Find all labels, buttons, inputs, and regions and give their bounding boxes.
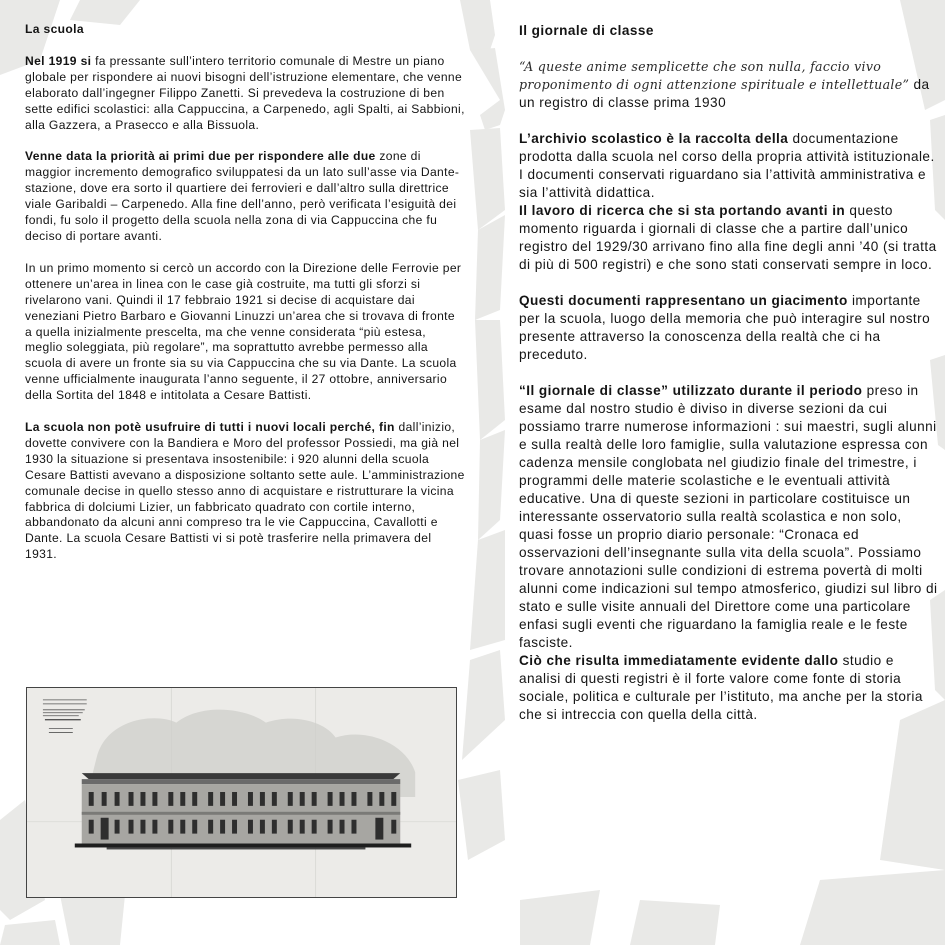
bg-shape: [475, 215, 505, 320]
bg-shape: [462, 650, 505, 760]
paragraph-lead: La scuola non potè usufruire di tutti i nuovi locali perché, fin: [25, 420, 395, 435]
bg-shape: [800, 870, 945, 945]
facade-illustration: [27, 688, 456, 897]
paragraph-lead: L’archivio scolastico è la raccolta della: [519, 131, 789, 146]
bg-shape: [470, 48, 505, 130]
epigraph: [519, 58, 939, 112]
paragraph-text: fa pressante sull’intero territorio comunale di Mestre un piano globale per rispondere ai nuovi bisogni dell’istruzione elementare, che venne elaborato dall’ingegner Filippo Zanetti. Si prevedeva la costruzione di ben sette edifici scolastici: alla Cappuccina, a Carpenedo, agli Spalti, ai Sabbioni, alla Gazzera, a Prasecco e alla Bissuola.: [25, 53, 465, 132]
paragraph-lead: “Il giornale di classe” utilizzato durante il periodo: [519, 383, 863, 398]
paragraph: [25, 54, 465, 134]
entrance-door-left: [101, 818, 109, 840]
entrance-door-right: [375, 818, 383, 840]
paragraph: [519, 292, 939, 364]
paragraph: [25, 149, 465, 244]
paragraph: [519, 652, 939, 724]
ground-line: [75, 844, 411, 848]
left-column: [25, 22, 465, 579]
bg-shape: [60, 895, 125, 945]
paragraph: [519, 382, 939, 652]
bg-shape: [630, 900, 720, 945]
paragraph-lead: Il lavoro di ricerca che si sta portando avanti in: [519, 203, 846, 218]
bg-shape: [470, 128, 505, 230]
section-title-giornale-di-classe: Il giornale di classe: [519, 23, 654, 38]
bg-shape: [475, 320, 505, 440]
paragraph-text: dall’inizio, dovette convivere con la Bandiera e Moro del professor Possiedi, ma già nel 1930 la situazione si presentava insostenibile: i 920 alunni della scuola Cesare Battisti avevano a disposizione soltanto sette aule. L’amministrazione comunale decise in quello stesso anno di acquistare e ristrutturare la vicina fabbrica di dolciumi Lizier, un fabbricato quadrato con cortile interno, abbandonato da alcuni anni compreso tra le vie Cappuccina, Cavallotti e Dante. La scuola Cesare Battisti vi si potè trasferire nella primavera del 1931.: [25, 420, 465, 562]
bg-shape: [478, 430, 505, 540]
bg-shape: [880, 700, 945, 870]
paragraph-text: In un primo momento si cercò un accordo con la Direzione delle Ferrovie per ottenere un’area in linea con le case già costruite, ma tutti gli sforzi si rivelarono vani. Quindi il 17 febbraio 1921 si decise di acquistare dai veneziani Pietro Barbaro e Giovanni Linuzzi un’area che si trovava di fronte a quella inizialmente prescelta, ma che venne considerata “più estesa, meglio soleggiata, più regolare”, ma soprattutto avrebbe permesso alla scuola di avere un fronte sia su via Cappuccina che su via Dante. La scuola venne ufficialmente inaugurata l’anno seguente, il 27 ottobre, anniversario della Sortita del 1848 e intitolata a Cesare Battisti.: [25, 260, 462, 403]
epigraph-quote: “A queste anime semplicette che son nulla, faccio vivo proponimento di ogni attenzione spirituale e intellettuale”: [519, 59, 910, 92]
paragraph-lead: Venne data la priorità ai primi due per rispondere alle due: [25, 149, 376, 164]
paragraph-lead: Nel 1919 si: [25, 53, 92, 68]
right-column: [519, 22, 939, 724]
paragraph-text: questo momento riguarda i giornali di classe che a partire dall’unico registro del 1929/30 arrivano fino alla fine degli anni ’40 (si tratta di più di 500 registri) e che sono stati conservati sempre in loco.: [519, 203, 937, 272]
paragraph: [25, 261, 465, 404]
bg-shape: [470, 530, 505, 650]
paragraph-text: zone di maggior incremento demografico sviluppatesi da un lato sull’asse via Dante- stazione, dove era sorto il quartiere dei ferrovieri e dall’altro sulla direttrice viale Garibaldi – Carpenedo. Alla fine dell’anno, però verificata l’esiguità dei fondi, fu solo il progetto della scuola nella zona di via Cappuccina che fu deciso di portare avanti.: [25, 149, 460, 243]
bg-shape: [520, 890, 600, 945]
bg-shape: [460, 0, 495, 50]
paragraph-text: documentazione prodotta dalla scuola nel corso della propria attività istituzionale. I documenti conservati riguardano sia l’attività amministrativa e sia l’attività didattica.: [519, 131, 935, 200]
paragraph: [519, 202, 939, 274]
roof: [82, 773, 401, 779]
paragraph: [25, 420, 465, 563]
bg-shape: [0, 920, 60, 945]
paragraph: [519, 130, 939, 202]
paragraph-text: preso in esame dal nostro studio è diviso in diverse sezioni da cui possiamo trarre numerose informazioni : sui maestri, sugli alunni e sulla realtà delle loro famiglie, sulla valutazione espressa con cadenza mensile conglobata nel giudizio finale del trimestre, i programmi delle materie scolastiche e le eventuali attività educative. Una di queste sezioni in particolare costituisce un interessante osservatorio sulla realtà scolastica e non solo, quasi fosse un proprio diario personale: “Cronaca ed osservazioni dell’insegnante sulla vita della scuola”. Possiamo trovare annotazioni sulle condizioni di estrema povertà di molti alunni come indicazioni sul tempo atmosferico, giudizi sul libro di stato e sulle visite annuali del Direttore come una particolare enfasi sugli eventi che riguardano la famiglia reale e le feste fasciste.: [519, 383, 938, 650]
paragraph-text: importante per la scuola, luogo della memoria che può interagire sul nostro presente attraverso la conoscenza della realtà che ci ha preceduto.: [519, 293, 931, 362]
paragraph-text: studio e analisi di questi registri è il forte valore come fonte di storia sociale, politica e culturale per l’istituto, ma anche per la storia che si intreccia con quella della città.: [519, 653, 923, 722]
paragraph-lead: Questi documenti rappresentano un giacimento: [519, 293, 848, 308]
epigraph-source: da un registro di classe prima 1930: [519, 77, 930, 110]
section-title-la-scuola: La scuola: [25, 22, 84, 36]
paragraph-lead: Ciò che risulta immediatamente evidente dallo: [519, 653, 839, 668]
school-facade-drawing: [26, 687, 457, 898]
bg-shape: [458, 770, 505, 860]
